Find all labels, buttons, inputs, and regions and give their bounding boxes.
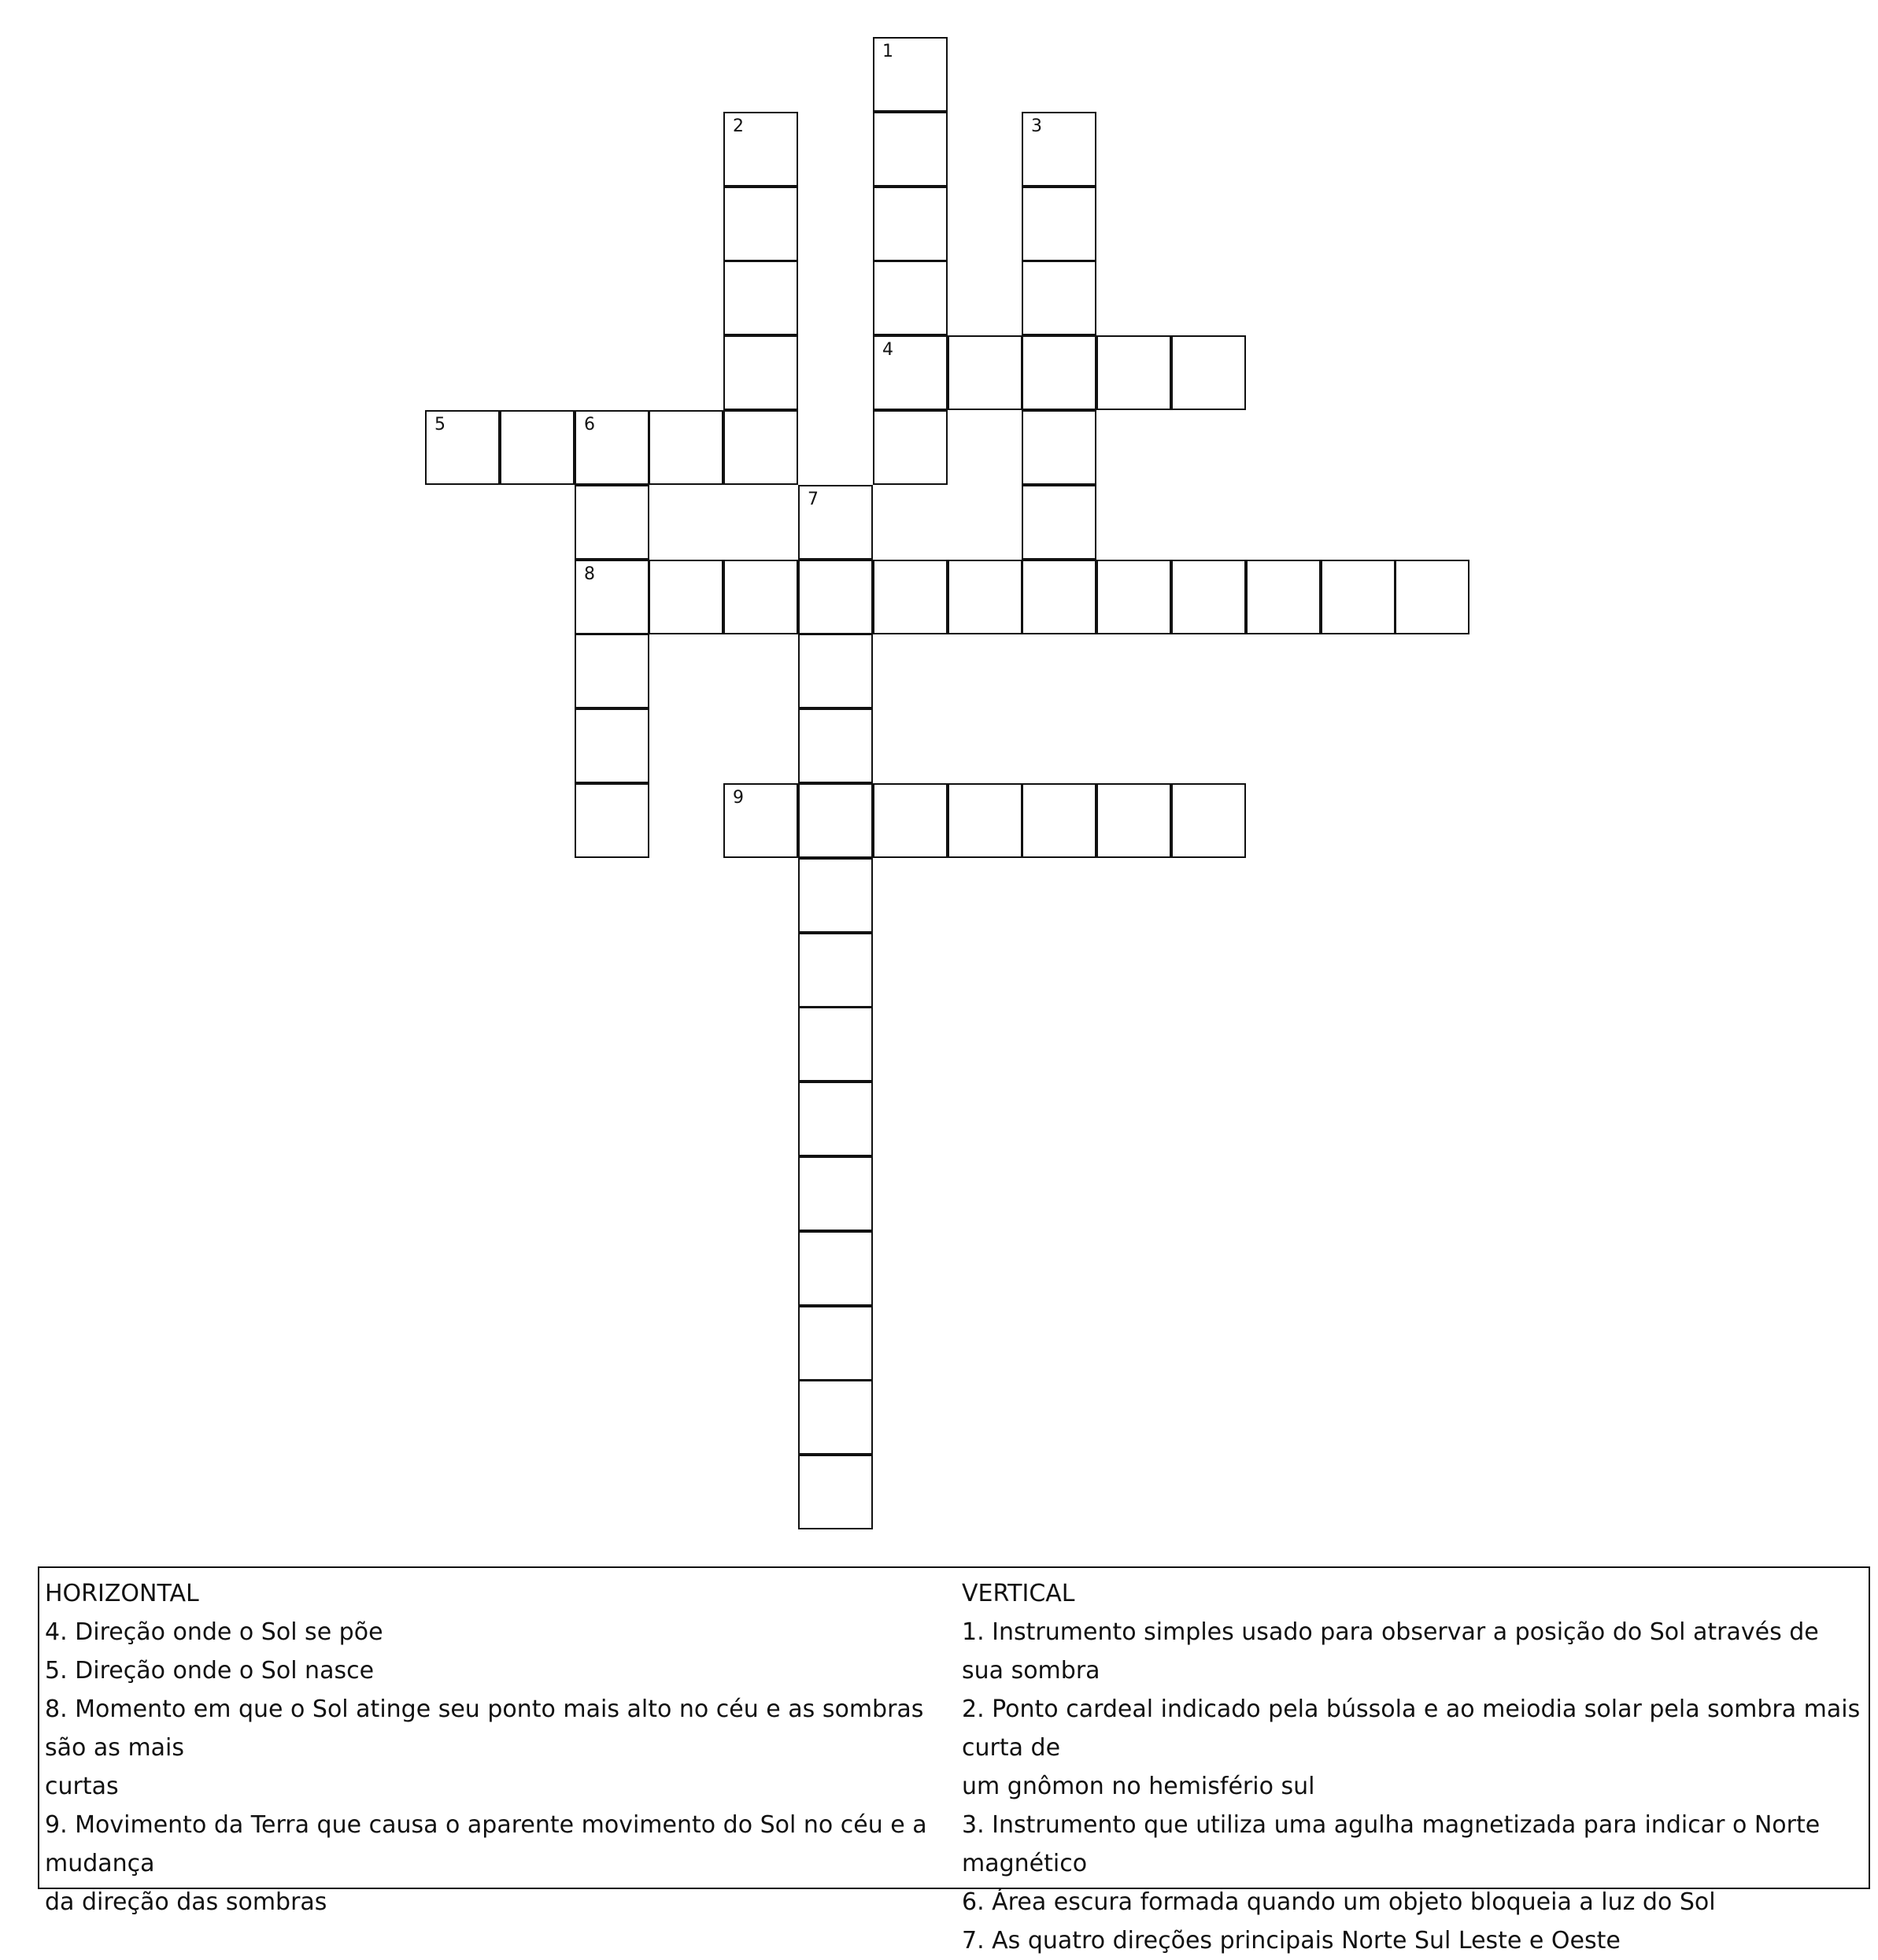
crossword-cell[interactable] — [723, 112, 798, 187]
clue-line: 5. Direção onde o Sol nasce — [45, 1657, 375, 1684]
crossword-cell[interactable] — [500, 410, 575, 485]
crossword-cell[interactable] — [1395, 560, 1469, 634]
crossword-cell[interactable] — [649, 560, 723, 634]
crossword-cell[interactable] — [798, 560, 873, 634]
clue-line: 2. Ponto cardeal indicado pela bússola e ao meiodia solar pela sombra mais curta de — [962, 1696, 1861, 1762]
clue-number: 6 — [584, 415, 595, 435]
crossword-cell[interactable] — [723, 261, 798, 335]
crossword-cell[interactable] — [873, 560, 948, 634]
clue-line: 4. Direção onde o Sol se põe — [45, 1618, 383, 1646]
crossword-cell[interactable] — [723, 783, 798, 858]
clue-line: da direção das sombras — [45, 1888, 327, 1916]
crossword-cell[interactable] — [798, 1231, 873, 1306]
clue-number: 3 — [1031, 116, 1042, 136]
clue-number: 7 — [808, 490, 819, 509]
crossword-cell[interactable] — [723, 335, 798, 410]
crossword-cell[interactable] — [798, 1156, 873, 1231]
crossword-cell[interactable] — [798, 1455, 873, 1529]
crossword-cell[interactable] — [575, 783, 649, 858]
crossword-cell[interactable] — [1321, 560, 1396, 634]
clue-number: 1 — [882, 42, 893, 61]
crossword-cell[interactable] — [1022, 485, 1096, 560]
horizontal-heading: HORIZONTAL — [45, 1580, 199, 1607]
clue-line: 3. Instrumento que utiliza uma agulha magnetizada para indicar o Norte magnético — [962, 1811, 1821, 1877]
vertical-heading: VERTICAL — [962, 1580, 1075, 1607]
clue-number: 5 — [434, 415, 445, 435]
clue-number: 2 — [733, 116, 744, 136]
clues-box — [38, 1566, 1870, 1954]
clue-line: 9. Movimento da Terra que causa o aparente movimento do Sol no céu e a mudança — [45, 1811, 927, 1877]
clue-number: 4 — [882, 340, 893, 360]
crossword-cell[interactable] — [1096, 335, 1171, 410]
crossword-cell[interactable] — [798, 1007, 873, 1082]
crossword-cell[interactable] — [723, 560, 798, 634]
crossword-cell[interactable] — [575, 708, 649, 783]
crossword-cell[interactable] — [1022, 560, 1096, 634]
crossword-cell[interactable] — [575, 634, 649, 708]
crossword-cell[interactable] — [425, 410, 500, 485]
crossword-cell[interactable] — [1171, 560, 1246, 634]
crossword-cell[interactable] — [798, 933, 873, 1008]
clue-line: 6. Área escura formada quando um objeto bloqueia a luz do Sol — [962, 1888, 1716, 1916]
crossword-cell[interactable] — [798, 1082, 873, 1156]
crossword-cell[interactable] — [1022, 410, 1096, 485]
crossword-cell[interactable] — [873, 261, 948, 335]
crossword-cell[interactable] — [873, 410, 948, 485]
crossword-cell[interactable] — [798, 708, 873, 783]
crossword-cell[interactable] — [1246, 560, 1321, 634]
crossword-cell[interactable] — [1022, 261, 1096, 335]
crossword-cell[interactable] — [873, 335, 948, 410]
clue-line: um gnômon no hemisfério sul — [962, 1773, 1315, 1800]
crossword-cell[interactable] — [873, 37, 948, 112]
crossword-cell[interactable] — [649, 410, 723, 485]
crossword-cell[interactable] — [798, 1380, 873, 1455]
clue-line: curtas — [45, 1773, 119, 1800]
clue-line: 7. As quatro direções principais Norte Sul Leste e Oeste — [962, 1927, 1621, 1954]
clue-line: 1. Instrumento simples usado para observar a posição do Sol através de sua sombra — [962, 1618, 1819, 1684]
crossword-cell[interactable] — [1022, 187, 1096, 261]
crossword-cell[interactable] — [873, 187, 948, 261]
crossword-cell[interactable] — [798, 1306, 873, 1381]
crossword-cell[interactable] — [948, 335, 1022, 410]
crossword-cell[interactable] — [948, 783, 1022, 858]
crossword-cell[interactable] — [1096, 560, 1171, 634]
clue-number: 9 — [733, 788, 744, 808]
crossword-cell[interactable] — [575, 485, 649, 560]
crossword-cell[interactable] — [948, 560, 1022, 634]
clue-line: 8. Momento em que o Sol atinge seu ponto mais alto no céu e as sombras são as mais — [45, 1696, 924, 1762]
crossword-cell[interactable] — [1022, 335, 1096, 410]
crossword-cell[interactable] — [575, 410, 649, 485]
crossword-cell[interactable] — [1022, 783, 1096, 858]
crossword-cell[interactable] — [873, 112, 948, 187]
vertical-clues — [962, 1574, 1867, 1960]
crossword-cell[interactable] — [1171, 783, 1246, 858]
clue-number: 8 — [584, 564, 595, 584]
crossword-cell[interactable] — [1022, 112, 1096, 187]
crossword-cell[interactable] — [723, 187, 798, 261]
horizontal-clues — [45, 1574, 958, 1921]
crossword-cell[interactable] — [1096, 783, 1171, 858]
crossword-cell[interactable] — [575, 560, 649, 634]
crossword-cell[interactable] — [798, 485, 873, 560]
crossword-cell[interactable] — [723, 410, 798, 485]
crossword-cell[interactable] — [798, 858, 873, 933]
crossword-cell[interactable] — [873, 783, 948, 858]
crossword-cell[interactable] — [798, 783, 873, 858]
crossword-cell[interactable] — [1171, 335, 1246, 410]
crossword-cell[interactable] — [798, 634, 873, 708]
